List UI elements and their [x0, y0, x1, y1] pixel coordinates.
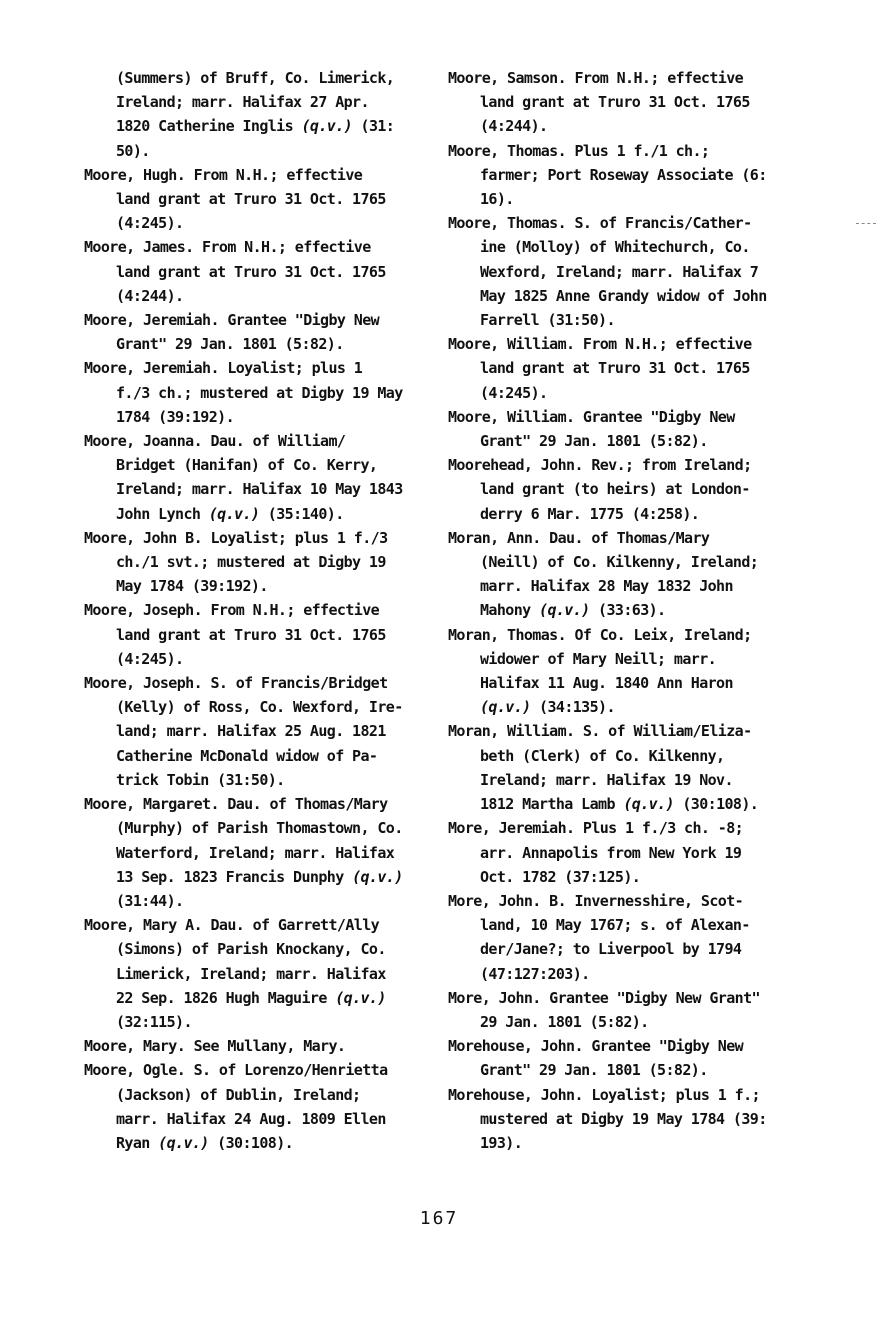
entry-line: Moore, Samson. From N.H.; effective	[448, 69, 744, 87]
index-entry	[84, 429, 464, 526]
entry-line: More, John. B. Invernesshire, Scot-	[448, 891, 744, 910]
entry-line: 1784 (39:192).	[116, 407, 235, 426]
entry-line: Moore, Margaret. Dau. of Thomas/Mary	[84, 795, 388, 814]
entry-line: More, Jeremiah. Plus 1 f./3 ch. -8;	[448, 819, 744, 838]
index-entry	[448, 1083, 828, 1156]
entry-line: f./3 ch.; mustered at Digby 19 May	[116, 383, 403, 402]
entry-line: John Lynch (q.v.) (35:140).	[116, 504, 344, 523]
entry-line: Grant" 29 Jan. 1801 (5:82).	[116, 335, 344, 354]
index-entry	[448, 332, 828, 405]
entry-line: marr. Halifax 24 Aug. 1809 Ellen	[116, 1109, 386, 1128]
index-entry	[84, 671, 464, 792]
index-entry	[448, 405, 828, 453]
margin-mark	[856, 223, 876, 224]
index-entry	[448, 889, 828, 986]
entry-line: Moore, Jeremiah. Loyalist; plus 1	[84, 359, 363, 378]
entry-line: farmer; Port Roseway Associate (6:	[480, 165, 767, 184]
entry-line: Moore, James. From N.H.; effective	[84, 238, 371, 257]
index-entry	[84, 1058, 464, 1155]
index-entry	[448, 211, 828, 332]
entry-line: Moore, Hugh. From N.H.; effective	[84, 165, 363, 184]
entry-line: (47:127:203).	[480, 964, 590, 983]
entry-line: More, John. Grantee "Digby New Grant"	[448, 988, 760, 1007]
entry-line: Moore, Jeremiah. Grantee "Digby New	[84, 311, 380, 330]
entry-line: (4:244).	[116, 286, 184, 305]
entry-line: (q.v.) (34:135).	[480, 698, 615, 717]
entry-line: land, 10 May 1767; s. of Alexan-	[480, 916, 750, 935]
entry-line: Moore, Joseph. S. of Francis/Bridget	[84, 674, 388, 693]
entry-line: Moore, Joanna. Dau. of William/	[84, 432, 346, 451]
entry-line: Moore, John B. Loyalist; plus 1 f./3	[84, 528, 388, 547]
entry-line: Wexford, Ireland; marr. Halifax 7	[480, 262, 759, 281]
entry-line: Mahony (q.v.) (33:63).	[480, 601, 666, 620]
entry-line: Ireland; marr. Halifax 10 May 1843	[116, 480, 403, 499]
entry-line: Moore, Joseph. From N.H.; effective	[84, 601, 380, 620]
entry-line: Halifax 11 Aug. 1840 Ann Haron	[480, 674, 733, 693]
entry-line: land grant at Truro 31 Oct. 1765	[116, 190, 386, 209]
entry-line: Moore, Ogle. S. of Lorenzo/Henrietta	[84, 1061, 388, 1080]
index-entry	[448, 623, 828, 720]
entry-line: (32:115).	[116, 1012, 192, 1031]
entry-line: (Kelly) of Ross, Co. Wexford, Ire-	[116, 698, 403, 717]
entry-line: (4:245).	[116, 649, 184, 668]
entry-line: 22 Sep. 1826 Hugh Maguire (q.v.)	[116, 988, 386, 1007]
entry-line: Ryan (q.v.) (30:108).	[116, 1133, 294, 1152]
entry-line: (4:244).	[480, 117, 548, 136]
entry-line: widower of Mary Neill; marr.	[480, 649, 717, 668]
entry-line: Moran, Thomas. Of Co. Leix, Ireland;	[448, 625, 752, 644]
entry-line: 29 Jan. 1801 (5:82).	[480, 1012, 649, 1031]
index-entry	[448, 1034, 828, 1082]
entry-line: arr. Annapolis from New York 19	[480, 843, 742, 862]
entry-line: Moorehead, John. Rev.; from Ireland;	[448, 456, 752, 475]
entry-line: Moore, William. From N.H.; effective	[448, 335, 752, 354]
index-entry	[84, 308, 464, 356]
index-entry	[84, 913, 464, 1034]
entry-line: Ireland; marr. Halifax 27 Apr.	[116, 93, 369, 112]
entry-line: Moore, Mary A. Dau. of Garrett/Ally	[84, 916, 380, 935]
entry-line: Oct. 1782 (37:125).	[480, 867, 641, 886]
entry-line: Waterford, Ireland; marr. Halifax	[116, 843, 395, 862]
entry-line: Farrell (31:50).	[480, 311, 615, 330]
entry-line: land grant at Truro 31 Oct. 1765	[116, 262, 386, 281]
index-entry	[84, 526, 464, 599]
entry-line: Moore, Thomas. Plus 1 f./1 ch.;	[448, 141, 710, 160]
entry-line: marr. Halifax 28 May 1832 John	[480, 577, 733, 596]
entry-line: ch./1 svt.; mustered at Digby 19	[116, 553, 386, 572]
entry-line: derry 6 Mar. 1775 (4:258).	[480, 504, 700, 523]
index-entry	[448, 453, 828, 526]
index-entry	[448, 526, 828, 623]
left-column	[84, 66, 464, 1155]
entry-line: Grant" 29 Jan. 1801 (5:82).	[480, 1061, 708, 1080]
index-entry	[448, 66, 828, 139]
entry-line: (4:245).	[116, 214, 184, 233]
entry-line: (31:44).	[116, 891, 184, 910]
index-entry	[84, 598, 464, 671]
entry-line: land grant (to heirs) at London-	[480, 480, 750, 499]
entry-line: Moran, William. S. of William/Eliza-	[448, 722, 752, 741]
entry-line: Moran, Ann. Dau. of Thomas/Mary	[448, 528, 710, 547]
entry-line: 193).	[480, 1133, 523, 1152]
index-entry	[448, 719, 828, 816]
index-entry	[448, 139, 828, 212]
entry-line: land grant at Truro 31 Oct. 1765	[480, 359, 750, 378]
entry-line: 13 Sep. 1823 Francis Dunphy (q.v.)	[116, 867, 403, 886]
entry-line: trick Tobin (31:50).	[116, 770, 285, 789]
entry-line: Catherine McDonald widow of Pa-	[116, 746, 378, 765]
entry-line: Moore, William. Grantee "Digby New	[448, 407, 735, 426]
entry-line: (Simons) of Parish Knockany, Co.	[116, 940, 386, 959]
entry-line: May 1784 (39:192).	[116, 577, 268, 596]
entry-line: land; marr. Halifax 25 Aug. 1821	[116, 722, 386, 741]
entry-line: (4:245).	[480, 383, 548, 402]
entry-line: (Jackson) of Dublin, Ireland;	[116, 1085, 361, 1104]
index-entry	[448, 816, 828, 889]
index-entry	[84, 356, 464, 429]
index-entry	[84, 1034, 464, 1058]
entry-line: May 1825 Anne Grandy widow of John	[480, 286, 767, 305]
entry-line: (Neill) of Co. Kilkenny, Ireland;	[480, 553, 759, 572]
entry-line: land grant at Truro 31 Oct. 1765	[116, 625, 386, 644]
entry-line: (Murphy) of Parish Thomastown, Co.	[116, 819, 403, 838]
entry-line: der/Jane?; to Liverpool by 1794	[480, 940, 742, 959]
entry-line: Morehouse, John. Grantee "Digby New	[448, 1037, 744, 1056]
entry-line: Moore, Mary. See Mullany, Mary.	[84, 1037, 346, 1056]
index-entry	[84, 163, 464, 236]
entry-line: beth (Clerk) of Co. Kilkenny,	[480, 746, 725, 765]
entry-line: Moore, Thomas. S. of Francis/Cather-	[448, 214, 752, 233]
entry-line: Bridget (Hanifan) of Co. Kerry,	[116, 456, 378, 475]
index-entry	[84, 66, 464, 163]
entry-line: Ireland; marr. Halifax 19 Nov.	[480, 770, 733, 789]
entry-line: land grant at Truro 31 Oct. 1765	[480, 93, 750, 112]
entry-line: 1812 Martha Lamb (q.v.) (30:108).	[480, 795, 759, 814]
entry-line: (Summers) of Bruff, Co. Limerick,	[116, 69, 395, 87]
entry-line: 50).	[116, 141, 150, 160]
entry-line: Limerick, Ireland; marr. Halifax	[116, 964, 386, 983]
index-entry	[84, 235, 464, 308]
entry-line: Grant" 29 Jan. 1801 (5:82).	[480, 432, 708, 451]
index-entry	[84, 792, 464, 913]
entry-line: 16).	[480, 190, 514, 209]
entry-line: Morehouse, John. Loyalist; plus 1 f.;	[448, 1085, 760, 1104]
right-column	[448, 66, 828, 1155]
entry-line: ine (Molloy) of Whitechurch, Co.	[480, 238, 750, 257]
page-number: 167	[419, 1208, 459, 1229]
entry-line: mustered at Digby 19 May 1784 (39:	[480, 1109, 767, 1128]
entry-line: 1820 Catherine Inglis (q.v.) (31:	[116, 117, 395, 136]
index-entry	[448, 986, 828, 1034]
